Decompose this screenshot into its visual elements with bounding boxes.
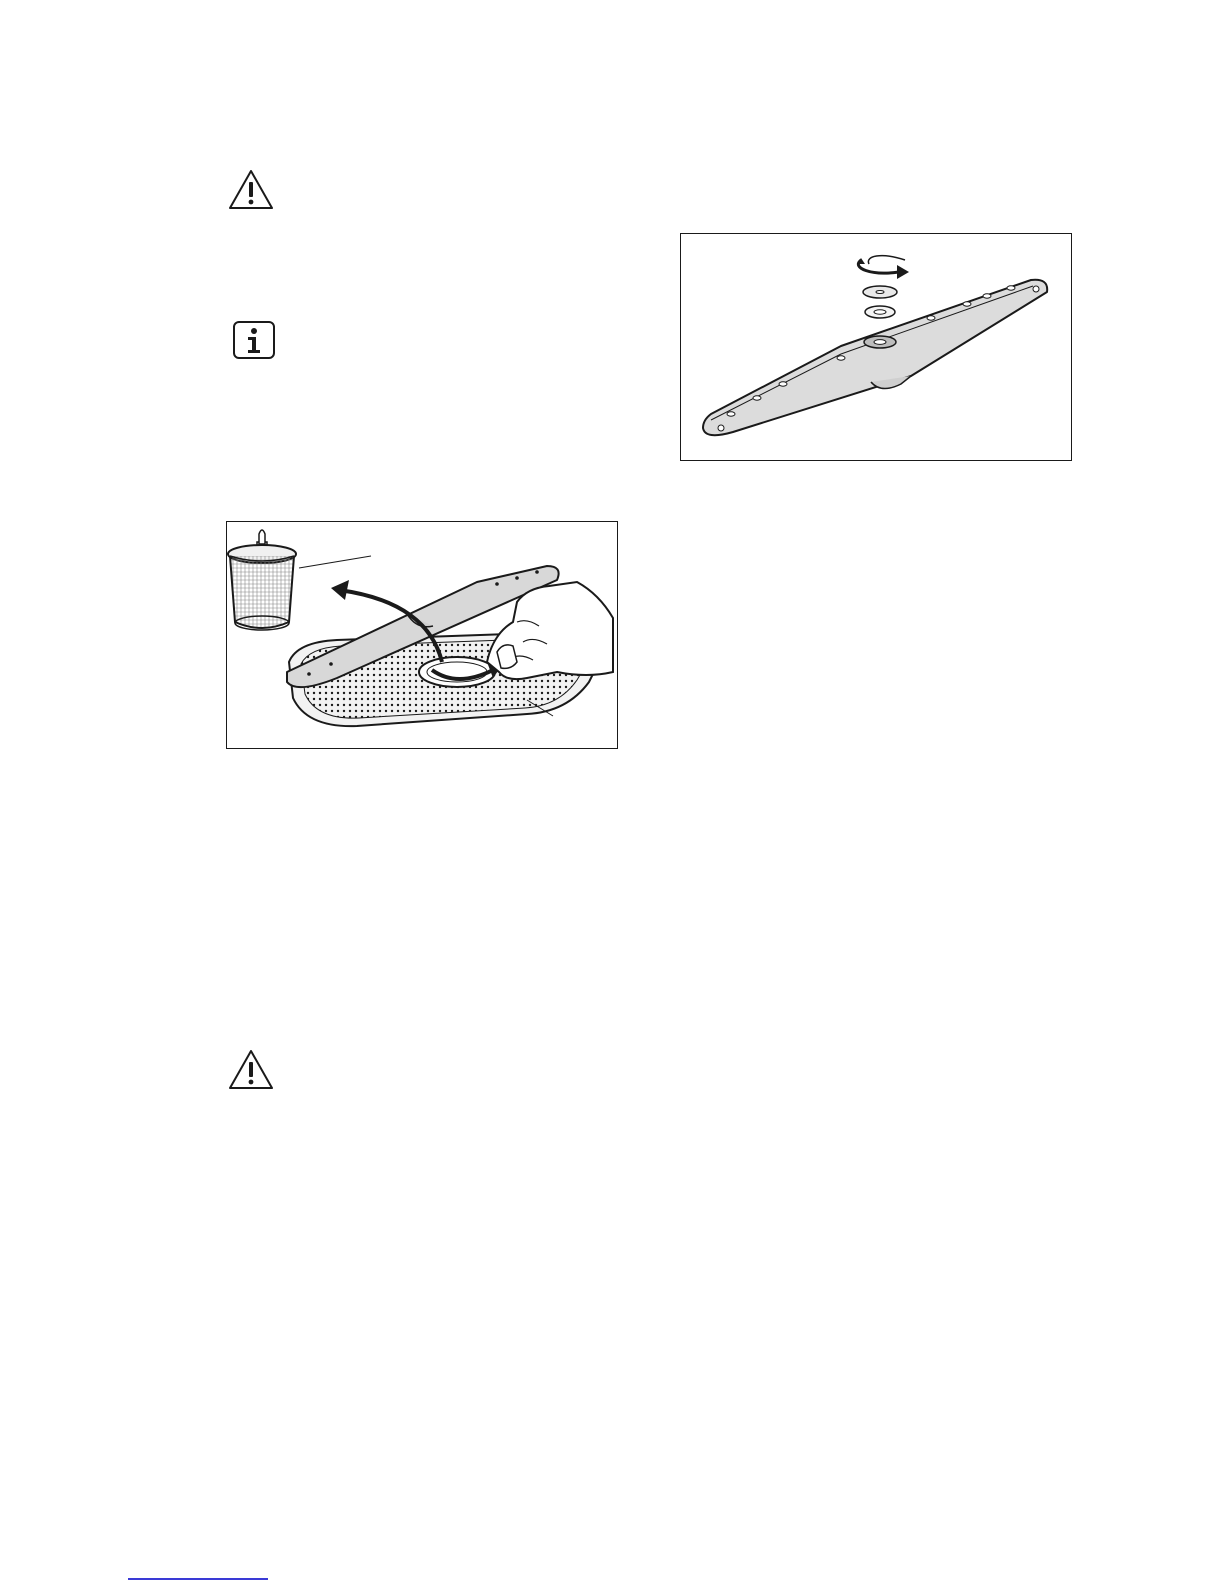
warning-triangle-icon [227, 1048, 275, 1092]
filter-cup [228, 530, 296, 630]
footer-link-rule [128, 1578, 268, 1580]
warning-triangle-icon [227, 168, 275, 212]
filter-removal-figure [226, 521, 618, 749]
info-icon [232, 320, 276, 360]
spray-arm [703, 280, 1047, 435]
spray-arm-figure [680, 233, 1072, 461]
rotate-arrow-icon [857, 256, 909, 279]
